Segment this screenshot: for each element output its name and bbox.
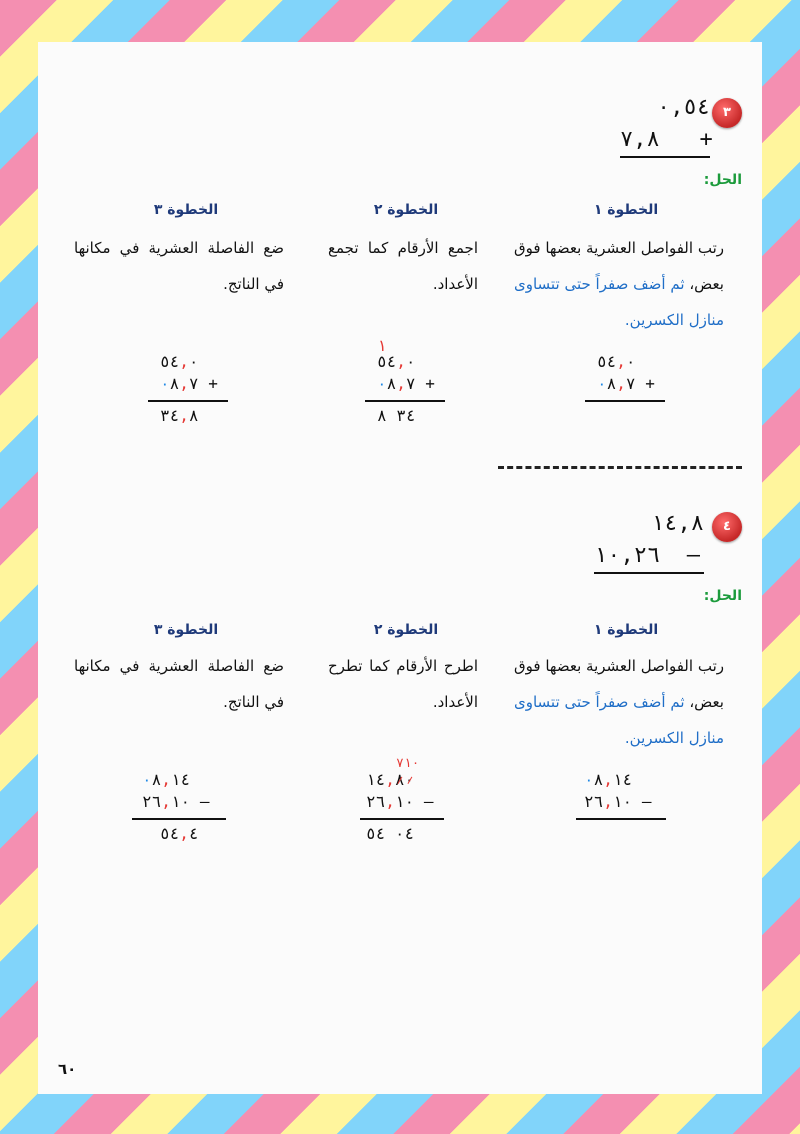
step-2-text: اجمع الأرقام كما تجمع الأعداد.	[328, 239, 478, 293]
p3-step2-calc: ١ ٥٤,٠ ٠٨,٧ + ٣٤ ٨	[363, 336, 453, 426]
step-3-text: ضع الفاصلة العشرية في مكانها في الناتج.	[74, 657, 284, 711]
step-3-title: الخطوة ٣	[153, 202, 219, 218]
section-divider	[498, 466, 742, 469]
step-1-title: الخطوة ١	[593, 202, 659, 218]
worksheet-page	[38, 42, 762, 1094]
solution-label: الحل:	[703, 588, 742, 604]
step-3-text: ضع الفاصلة العشرية في مكانها في الناتج.	[74, 239, 284, 293]
p4-step1-calc: ٠٨,١٤ ٢٦,١٠ –	[574, 770, 674, 830]
step-1-text: رتب الفواصل العشرية بعضها فوق بعض، ثم أضف صفراً حتى تتساوى منازل الكسرين.	[514, 657, 724, 747]
step-2-title: الخطوة ٢	[373, 202, 439, 218]
p3-step3-calc: ٥٤,٠ ٠٨,٧ + ٣٤,٨	[146, 352, 236, 432]
problem-4-badge: ٤	[712, 512, 742, 542]
step-1-title: الخطوة ١	[593, 622, 659, 638]
step-2-text: اطرح الأرقام كما تطرح الأعداد.	[328, 657, 478, 711]
page-number: ٦٠	[58, 1060, 77, 1078]
step-2-title: الخطوة ٢	[373, 622, 439, 638]
problem-3-statement	[620, 92, 713, 158]
problem-4-line1: ١٤,٨	[651, 511, 704, 536]
p4-step3-calc: ٠٨,١٤ ٢٦,١٠ – ٥٤,٤	[130, 770, 230, 850]
problem-3-line1: ٠,٥٤	[657, 95, 710, 120]
step-3-title: الخطوة ٣	[153, 622, 219, 638]
problem-3-line2: ٧,٨ +	[620, 124, 710, 158]
p4-step2-calc: ٧١٠ ٠٨,١٤ ٢٦,١٠ – ٠٤ ٥٤	[358, 754, 458, 844]
step-1-text: رتب الفواصل العشرية بعضها فوق بعض، ثم أضف صفراً حتى تتساوى منازل الكسرين.	[514, 239, 724, 329]
p3-step1-calc: ٥٤,٠ ٠٨,٧ +	[583, 352, 673, 412]
problem-4-line2: ١٠,٢٦ –	[594, 540, 704, 574]
problem-4-statement	[594, 508, 704, 574]
solution-label: الحل:	[703, 172, 742, 188]
problem-3-badge: ٣	[712, 98, 742, 128]
